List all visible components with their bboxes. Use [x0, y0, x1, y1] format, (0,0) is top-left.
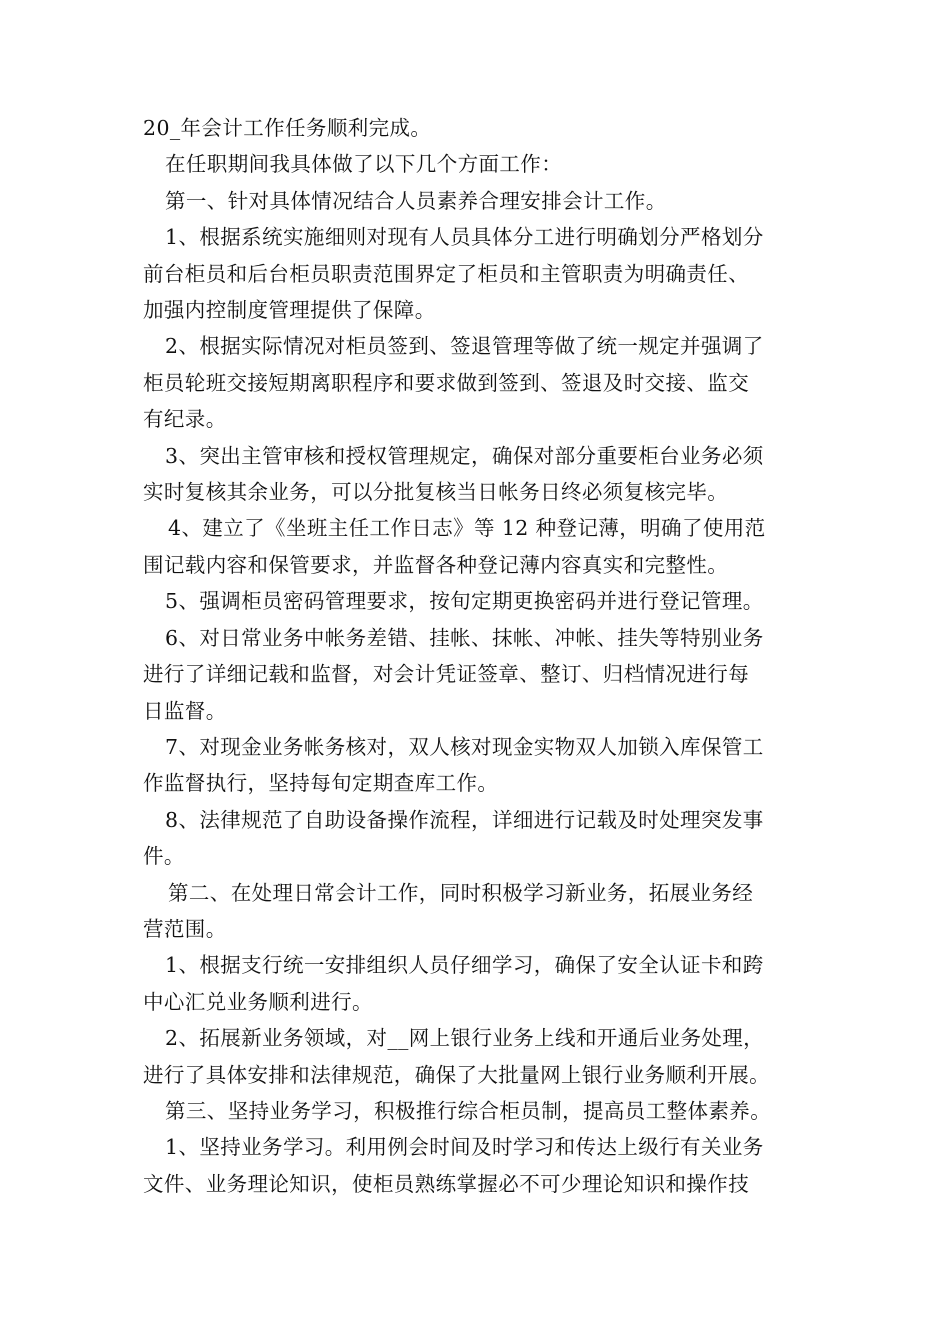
text-line: 第一、针对具体情况结合人员素养合理安排会计工作。 [165, 188, 667, 213]
text-line: 作监督执行，坚持每旬定期查库工作。 [143, 771, 499, 796]
text-line: 5、强调柜员密码管理要求，按旬定期更换密码并进行登记管理。 [165, 589, 764, 614]
text-line: 柜员轮班交接短期离职程序和要求做到签到、签退及时交接、监交 [143, 370, 750, 395]
text-line: 8、法律规范了自助设备操作流程，详细进行记载及时处理突发事 [165, 807, 764, 832]
text-line: 1、坚持业务学习。利用例会时间及时学习和传达上级行有关业务 [165, 1135, 764, 1160]
text-line: 2、根据实际情况对柜员签到、签退管理等做了统一规定并强调了 [165, 334, 764, 359]
text-line: 第三、坚持业务学习，积极推行综合柜员制，提高员工整体素养。 [165, 1098, 772, 1123]
text-line: 3、突出主管审核和授权管理规定，确保对部分重要柜台业务必须 [165, 443, 764, 468]
text-line: 营范围。 [143, 916, 227, 941]
text-line: 中心汇兑业务顺利进行。 [143, 989, 373, 1014]
text-line: 1、根据系统实施细则对现有人员具体分工进行明确划分严格划分 [165, 225, 764, 250]
text-line: 1、根据支行统一安排组织人员仔细学习，确保了安全认证卡和跨 [165, 953, 764, 978]
text-line: 进行了具体安排和法律规范，确保了大批量网上银行业务顺利开展。 [143, 1062, 770, 1087]
text-line: 在任职期间我具体做了以下几个方面工作： [165, 152, 563, 177]
text-line: 2、拓展新业务领域，对__网上银行业务上线和开通后业务处理， [165, 1026, 765, 1051]
text-line: 4、建立了《坐班主任工作日志》等 12 种登记薄，明确了使用范 [168, 516, 766, 541]
text-line: 前台柜员和后台柜员职责范围界定了柜员和主管职责为明确责任、 [143, 261, 750, 286]
text-line: 加强内控制度管理提供了保障。 [143, 298, 436, 323]
text-line: 有纪录。 [143, 407, 227, 432]
text-line: 7、对现金业务帐务核对，双人核对现金实物双人加锁入库保管工 [165, 734, 764, 759]
text-line: 件。 [143, 844, 185, 869]
text-line: 实时复核其余业务，可以分批复核当日帐务日终必须复核完毕。 [143, 480, 729, 505]
text-line: 日监督。 [143, 698, 227, 723]
text-line: 文件、业务理论知识，使柜员熟练掌握必不可少理论知识和操作技 [143, 1171, 750, 1196]
text-line: 6、对日常业务中帐务差错、挂帐、抹帐、冲帐、挂失等特别业务 [165, 625, 764, 650]
text-line: 20_年会计工作任务顺利完成。 [143, 116, 432, 140]
text-line: 进行了详细记载和监督，对会计凭证签章、整订、归档情况进行每 [143, 662, 750, 687]
document-body [143, 110, 815, 1202]
text-line: 围记载内容和保管要求，并监督各种登记薄内容真实和完整性。 [143, 552, 729, 577]
text-line: 第二、在处理日常会计工作，同时积极学习新业务，拓展业务经 [168, 880, 754, 905]
